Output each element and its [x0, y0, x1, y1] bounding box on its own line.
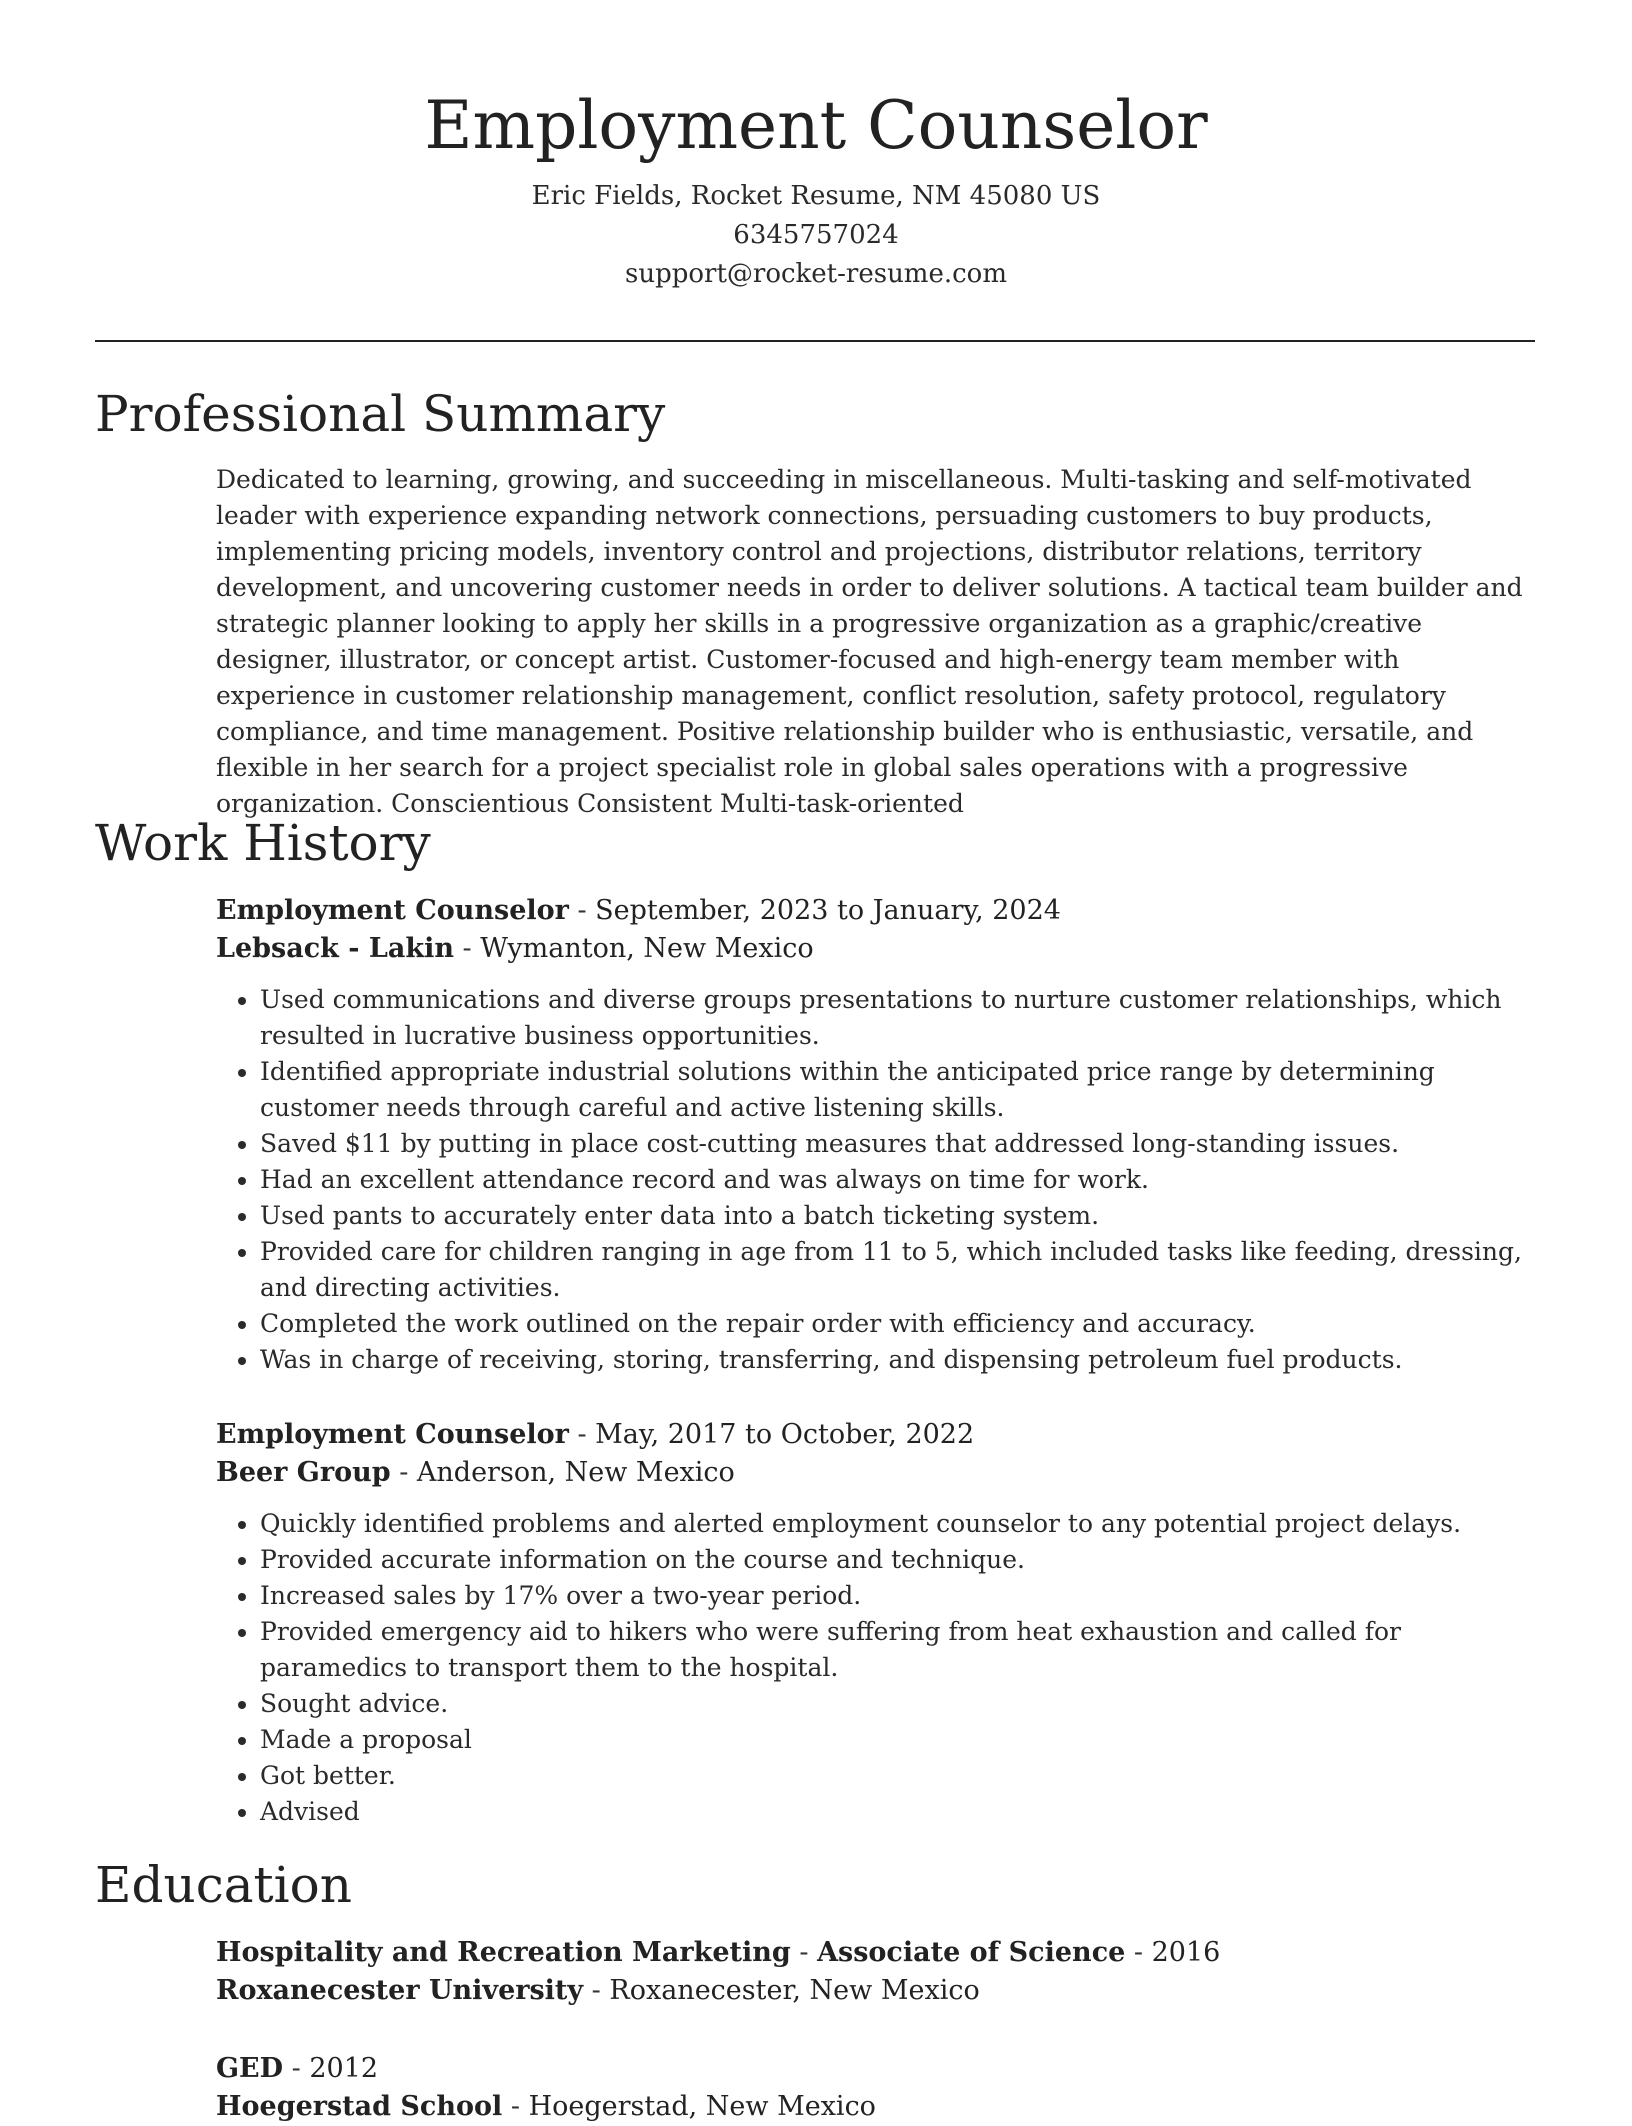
- contact-phone: 6345757024: [733, 220, 899, 250]
- list-item: • Completed the work outlined on the repair order with efficiency and accuracy.: [260, 1306, 1536, 1342]
- resume-title: Employment Counselor: [424, 87, 1208, 164]
- list-item: • Saved $11 by putting in place cost-cutting measures that addressed long-standing issues.: [260, 1126, 1536, 1162]
- list-item: • Identified appropriate industrial solutions within the anticipated price range by determining customer needs through careful and active listening skills.: [260, 1054, 1536, 1126]
- contact-address: Eric Fields, Rocket Resume, NM 45080 US: [531, 181, 1101, 211]
- job-duties-list: [216, 982, 1536, 1378]
- education-program-line: Hospitality and Recreation Marketing - Associate of Science - 2016: [216, 1937, 1221, 1968]
- list-item: • Had an excellent attendance record and was always on time for work.: [260, 1162, 1536, 1198]
- education-year: 2016: [1151, 1937, 1221, 1968]
- education-entry: [216, 2050, 1536, 2126]
- resume-header: [0, 83, 1632, 294]
- education-degree: Associate of Science: [817, 1937, 1126, 1968]
- job-dates: May, 2017 to October, 2022: [595, 1419, 975, 1450]
- job-location: Wymanton, New Mexico: [480, 933, 814, 964]
- job-title-line: Employment Counselor - May, 2017 to October, 2022: [216, 1419, 975, 1450]
- list-item: • Provided care for children ranging in age from 11 to 5, which included tasks like feeding, dressing, and directing activities.: [260, 1234, 1536, 1306]
- list-item: • Used pants to accurately enter data into a batch ticketing system.: [260, 1198, 1536, 1234]
- job-company: Beer Group: [216, 1457, 391, 1488]
- education-year: 2012: [309, 2053, 379, 2084]
- education-program: GED: [216, 2053, 284, 2084]
- job-dates: September, 2023 to January, 2024: [595, 895, 1061, 926]
- education-school-line: Roxanecester University - Roxanecester, New Mexico: [216, 1975, 980, 2006]
- education-school: Roxanecester University: [216, 1975, 584, 2006]
- education-school-line: Hoegerstad School - Hoegerstad, New Mexico: [216, 2091, 876, 2122]
- list-item: • Provided accurate information on the course and technique.: [260, 1542, 1536, 1578]
- contact-email: support@rocket-resume.com: [624, 259, 1007, 289]
- education-entry: [216, 1934, 1536, 2010]
- job-company: Lebsack - Lakin: [216, 933, 454, 964]
- job-duties-list: [216, 1506, 1536, 1830]
- section-heading-education: Education: [95, 1856, 352, 1914]
- job-location: Anderson, New Mexico: [416, 1457, 735, 1488]
- list-item: • Provided emergency aid to hikers who were suffering from heat exhaustion and called for paramedics to transport them to the hospital.: [260, 1614, 1536, 1686]
- section-heading-summary: Professional Summary: [95, 385, 666, 443]
- job-title: Employment Counselor: [216, 895, 569, 926]
- job-company-line: Beer Group - Anderson, New Mexico: [216, 1457, 735, 1488]
- list-item: • Got better.: [260, 1758, 1536, 1794]
- job-title: Employment Counselor: [216, 1419, 569, 1450]
- list-item: • Was in charge of receiving, storing, transferring, and dispensing petroleum fuel products.: [260, 1342, 1536, 1378]
- work-entry: [216, 892, 1536, 1378]
- work-entry: [216, 1416, 1536, 1830]
- list-item: • Advised: [260, 1794, 1536, 1830]
- education-location: Hoegerstad, New Mexico: [528, 2091, 876, 2122]
- education-program-line: GED - 2012: [216, 2053, 379, 2084]
- list-item: • Increased sales by 17% over a two-year period.: [260, 1578, 1536, 1614]
- education-location: Roxanecester, New Mexico: [609, 1975, 980, 2006]
- list-item: • Quickly identified problems and alerted employment counselor to any potential project delays.: [260, 1506, 1536, 1542]
- job-title-line: Employment Counselor - September, 2023 to January, 2024: [216, 895, 1061, 926]
- list-item: • Sought advice.: [260, 1686, 1536, 1722]
- list-item: • Used communications and diverse groups presentations to nurture customer relationships, which resulted in lucrative business opportunities.: [260, 982, 1536, 1054]
- section-heading-work: Work History: [95, 814, 431, 872]
- job-company-line: Lebsack - Lakin - Wymanton, New Mexico: [216, 933, 814, 964]
- summary-text: Dedicated to learning, growing, and succeeding in miscellaneous. Multi-tasking and self-motivated leader with experience expanding network connections, persuading customers to buy products, implementing pricing models, inventory control and projections, distributor relations, territory development, and uncovering customer needs in order to deliver solutions. A tactical team builder and strategic planner looking to apply her skills in a progressive organization as a graphic/creative designer, illustrator, or concept artist. Customer-focused and high-energy team member with experience in customer relationship management, conflict resolution, safety protocol, regulatory compliance, and time management. Positive relationship builder who is enthusiastic, versatile, and flexible in her search for a project specialist role in global sales operations with a progressive organization. Conscientious Consistent Multi-task-oriented: [216, 465, 1523, 818]
- header-divider: [95, 340, 1535, 342]
- list-item: • Made a proposal: [260, 1722, 1536, 1758]
- education-program: Hospitality and Recreation Marketing: [216, 1937, 791, 1968]
- education-school: Hoegerstad School: [216, 2091, 503, 2122]
